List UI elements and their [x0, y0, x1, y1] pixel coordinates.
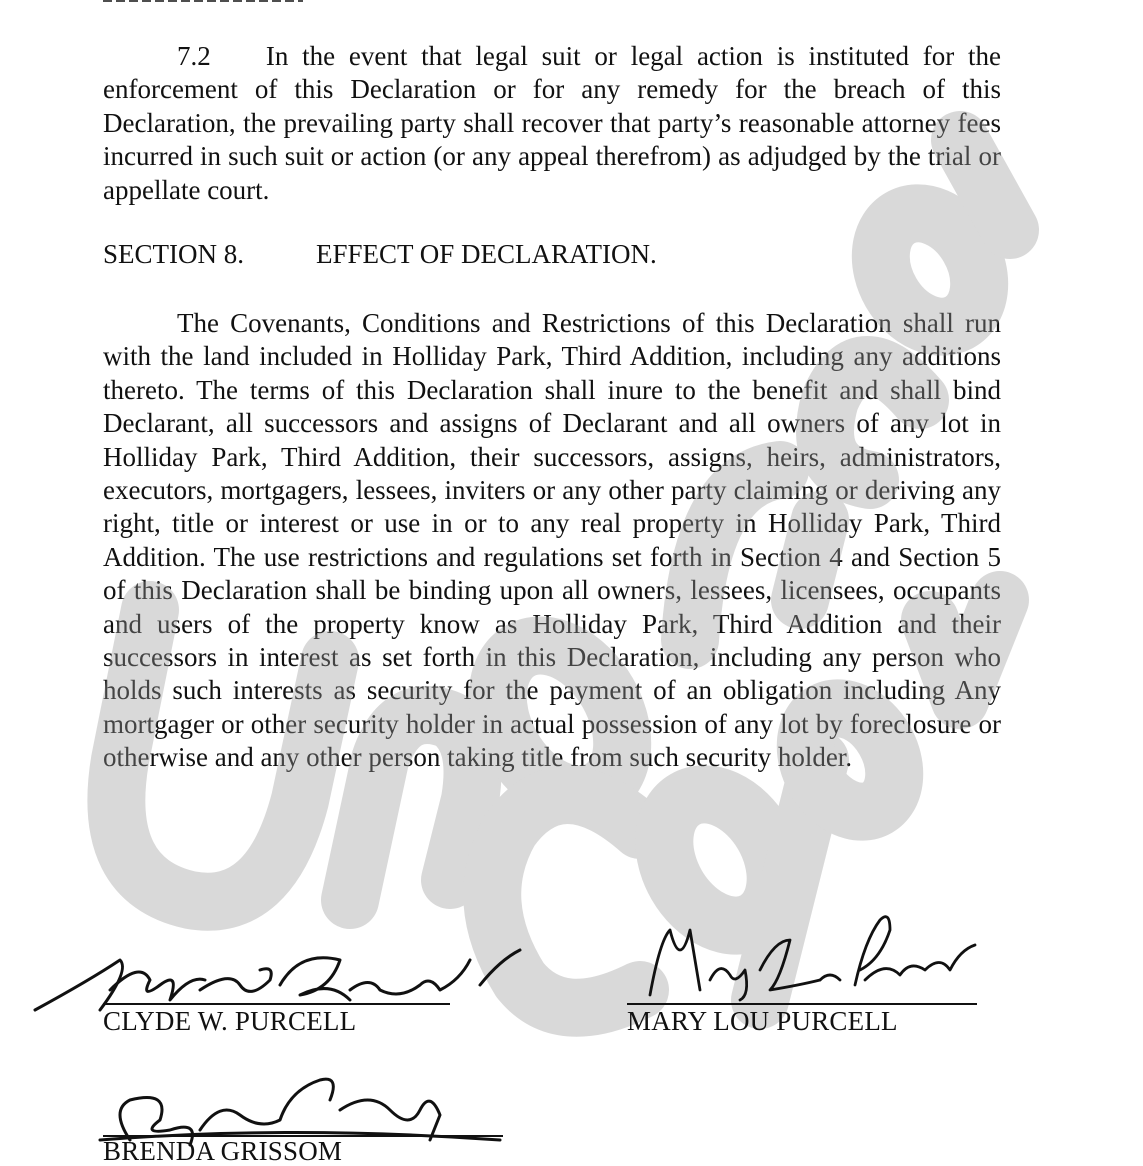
signature-line-right [627, 1003, 977, 1005]
signer-name-right: MARY LOU PURCELL [627, 1006, 898, 1036]
paragraph-section-8: The Covenants, Conditions and Restrictions of this Declaration shall run with the land included in Holliday Park, Third Addition, including any additions thereto. The terms of this Declaration shall inure to the benefit and shall bind Declarant, all successors and assigns of Declarant and all owners of any lot in Holliday Park, Third Addition, their successors, assigns, heirs, administrators, executors, mortgagers, lessees, inviters or any other party claiming or deriving any right, title or interest or use in or to any real property in Holliday Park, Third Addition. The use restrictions and regulations set forth in Section 4 and Section 5 of this Declaration shall be binding upon all owners, lessees, licensees, occupants and users of the property know as Holliday Park, Third Addition and their successors in interest as set forth in this Declaration, including any person who holds such interests as security for the payment of an obligation including Any mortgager or other security holder in actual possession of any lot by foreclosure or otherwise and any other person taking title from such security holder. [103, 308, 1001, 773]
signer-name-bottom: BRENDA GRISSOM [103, 1136, 343, 1166]
paragraph-7-2-text: In the event that legal suit or legal action is instituted for the enforcement of this Declaration or for any remedy for the breach of this Declaration, the prevailing party shall recover that party’s reasonable attorney fees incurred in such suit or action (or any appeal therefrom) as adjudged by the trial or appellate court. [103, 41, 1001, 205]
section-8-number: SECTION 8. [103, 239, 244, 269]
cut-off-text-line [103, 0, 323, 6]
signature-mary-lou-purcell [640, 900, 990, 1010]
section-8-title: EFFECT OF DECLARATION. [316, 239, 657, 269]
section-8-heading [103, 238, 657, 271]
paragraph-7-2 [103, 40, 1001, 207]
section-number-7-2: 7.2 [177, 41, 211, 71]
signer-name-left: CLYDE W. PURCELL [103, 1006, 357, 1036]
signature-line-left [103, 1003, 450, 1005]
